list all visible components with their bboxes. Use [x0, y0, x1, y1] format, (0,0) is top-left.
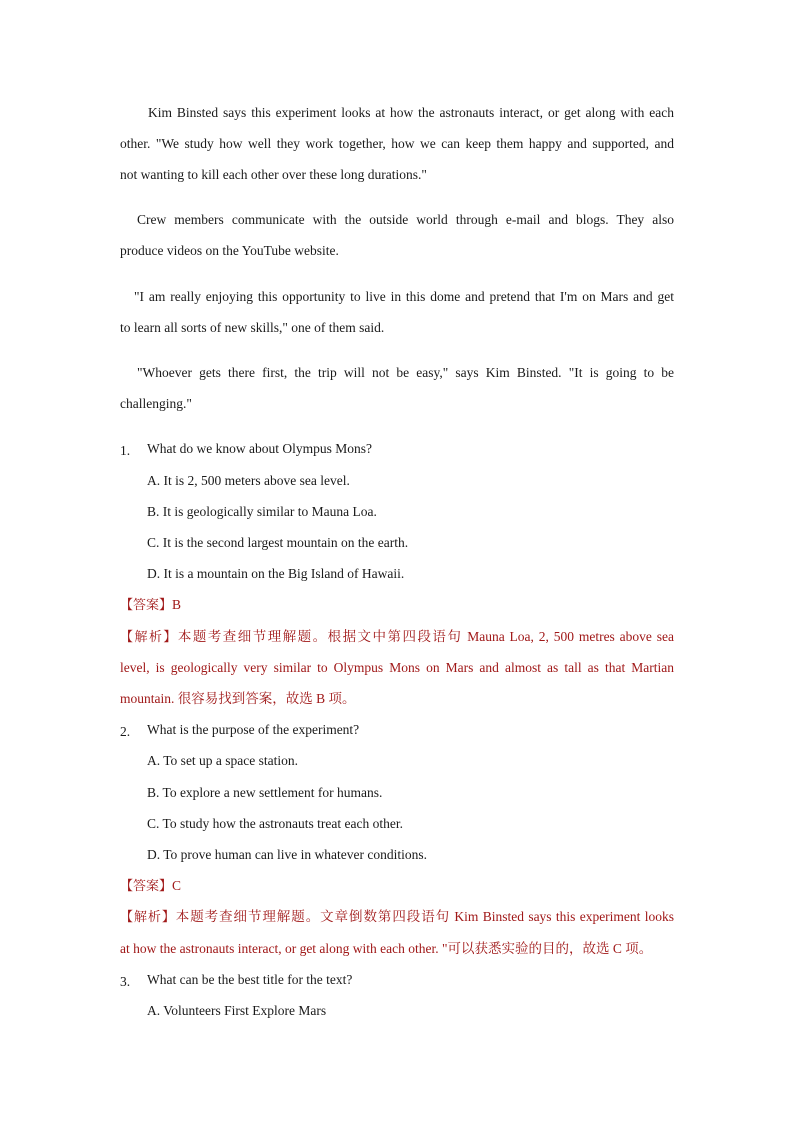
question-1-answer — [120, 596, 181, 615]
analysis-text: 本题考查细节理解题。根据文中第四段语句 Mauna Loa, 2, 500 metres above sea — [177, 629, 674, 644]
analysis-label: 【解析】 — [120, 910, 176, 925]
question-1-analysis-line-1 — [120, 628, 674, 647]
answer-label: 【答案】 — [120, 598, 173, 613]
question-2-analysis-line-2: at how the astronauts interact, or get along with each other. "可以获悉实验的目的，故选 C 项。 — [120, 941, 653, 956]
passage-p1-line-1: Kim Binsted says this experiment looks at how the astronauts interact, or get along with each — [148, 105, 674, 120]
passage-p4-line-1: "Whoever gets there first, the trip will not be easy," says Kim Binsted. "It is going to be — [137, 365, 674, 380]
answer-label: 【答案】 — [120, 879, 173, 894]
passage-p1-line-3: not wanting to kill each other over these long durations." — [120, 167, 427, 182]
answer-value: C — [172, 878, 182, 893]
question-2-number: 2. — [120, 724, 131, 739]
question-2-text: What is the purpose of the experiment? — [147, 722, 360, 737]
question-3-text: What can be the best title for the text? — [147, 972, 353, 987]
question-1-option-d: D. It is a mountain on the Big Island of Hawaii. — [147, 566, 405, 581]
analysis-label: 【解析】 — [120, 630, 178, 645]
question-1-number: 1. — [120, 443, 131, 458]
question-1-analysis-line-2: level, is geologically very similar to Olympus Mons on Mars and almost as tall as that Martian — [120, 660, 674, 675]
question-3-option-a: A. Volunteers First Explore Mars — [147, 1003, 327, 1018]
passage-p3-line-2: to learn all sorts of new skills," one of them said. — [120, 320, 385, 335]
passage-p2-line-1: Crew members communicate with the outside world through e-mail and blogs. They also — [137, 212, 674, 227]
question-3-number: 3. — [120, 974, 131, 989]
question-1-option-c: C. It is the second largest mountain on the earth. — [147, 535, 409, 550]
analysis-text: 本题考查细节理解题。文章倒数第四段语句 Kim Binsted says this experiment looks — [175, 909, 674, 924]
question-2-option-d: D. To prove human can live in whatever conditions. — [147, 847, 427, 862]
question-2-analysis-line-1 — [120, 908, 674, 927]
question-1-option-b: B. It is geologically similar to Mauna Loa. — [147, 504, 377, 519]
question-2-option-b: B. To explore a new settlement for humans. — [147, 785, 383, 800]
question-2-option-a: A. To set up a space station. — [147, 753, 299, 768]
question-1-text: What do we know about Olympus Mons? — [147, 441, 372, 456]
question-2-answer — [120, 877, 181, 896]
passage-p3-line-1: "I am really enjoying this opportunity to live in this dome and pretend that I'm on Mars and get — [134, 289, 674, 304]
answer-value: B — [172, 597, 182, 612]
question-1-analysis-line-3: mountain. 很容易找到答案，故选 B 项。 — [120, 691, 356, 706]
question-2-option-c: C. To study how the astronauts treat each other. — [147, 816, 403, 831]
passage-p2-line-2: produce videos on the YouTube website. — [120, 243, 339, 258]
passage-p4-line-2: challenging." — [120, 396, 192, 411]
passage-p1-line-2: other. "We study how well they work together, how we can keep them happy and supported, and — [120, 136, 674, 151]
question-1-option-a: A. It is 2, 500 meters above sea level. — [147, 473, 350, 488]
